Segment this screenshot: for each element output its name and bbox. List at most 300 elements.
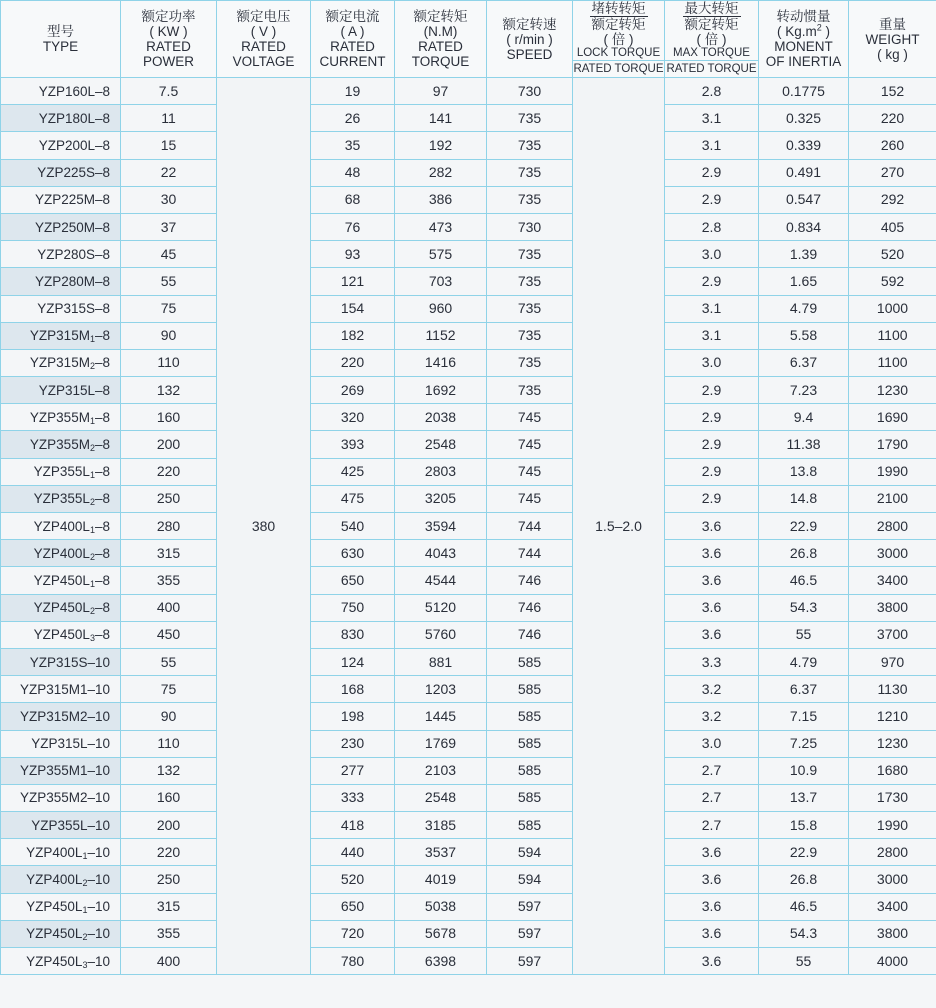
cell-weight: 4000 [849, 948, 936, 975]
cell-weight: 1210 [849, 703, 936, 730]
header-inertia: 转动惯量 ( $Kg.m^2$ ) MONENT OF INERTIA [759, 1, 849, 78]
cell-max-torque: 3.1 [665, 105, 759, 132]
cell-torque: 703 [395, 268, 487, 295]
cell-torque: 5760 [395, 621, 487, 648]
table-row [1, 540, 936, 567]
cell-max-torque: 3.2 [665, 676, 759, 703]
cell-torque: 2548 [395, 431, 487, 458]
cell-type: YZP225S–8 [1, 159, 121, 186]
cell-current: 720 [311, 920, 395, 947]
cell-power: 160 [121, 404, 217, 431]
cell-weight: 405 [849, 213, 936, 240]
cell-max-torque: 2.9 [665, 431, 759, 458]
cell-type: $YZP355M_1-8$ [1, 404, 121, 431]
cell-weight: 220 [849, 105, 936, 132]
cell-current: 277 [311, 757, 395, 784]
cell-speed: 744 [487, 540, 573, 567]
cell-power: 30 [121, 186, 217, 213]
table-row [1, 948, 936, 975]
cell-power: 37 [121, 213, 217, 240]
cell-torque: 386 [395, 186, 487, 213]
cell-speed: 730 [487, 78, 573, 105]
cell-current: 121 [311, 268, 395, 295]
cell-torque: 4544 [395, 567, 487, 594]
cell-current: 830 [311, 621, 395, 648]
cell-torque: 960 [395, 295, 487, 322]
table-row [1, 621, 936, 648]
cell-speed: 735 [487, 105, 573, 132]
table-row [1, 241, 936, 268]
cell-inertia: 0.491 [759, 159, 849, 186]
cell-torque: 5120 [395, 594, 487, 621]
table-row [1, 349, 936, 376]
table-row [1, 784, 936, 811]
cell-inertia: 22.9 [759, 513, 849, 540]
header-max-torque-denominator: RATED TORQUE [665, 61, 759, 78]
cell-torque: 1152 [395, 322, 487, 349]
cell-inertia: 13.8 [759, 458, 849, 485]
cell-inertia: 54.3 [759, 594, 849, 621]
cell-torque: 4019 [395, 866, 487, 893]
cell-type: YZP315M2–10 [1, 703, 121, 730]
cell-type: YZP315S–8 [1, 295, 121, 322]
cell-power: 200 [121, 431, 217, 458]
cell-type: YZP200L–8 [1, 132, 121, 159]
header-lock-torque-denominator: RATED TORQUE [573, 61, 665, 78]
cell-type: YZP180L–8 [1, 105, 121, 132]
cell-power: 22 [121, 159, 217, 186]
cell-power: 15 [121, 132, 217, 159]
cell-weight: 1730 [849, 784, 936, 811]
cell-inertia: 5.58 [759, 322, 849, 349]
cell-current: 230 [311, 730, 395, 757]
cell-max-torque: 3.6 [665, 540, 759, 567]
cell-type: YZP225M–8 [1, 186, 121, 213]
cell-max-torque: 3.6 [665, 893, 759, 920]
cell-torque: 1445 [395, 703, 487, 730]
cell-speed: 585 [487, 730, 573, 757]
cell-speed: 745 [487, 485, 573, 512]
cell-current: 520 [311, 866, 395, 893]
cell-current: 393 [311, 431, 395, 458]
cell-speed: 746 [487, 594, 573, 621]
cell-type: $YZP450L_3-10$ [1, 948, 121, 975]
header-row-top [1, 1, 936, 61]
cell-type: $YZP315M_2-8$ [1, 349, 121, 376]
cell-type: YZP315L–10 [1, 730, 121, 757]
cell-max-torque: 3.6 [665, 948, 759, 975]
cell-max-torque: 3.6 [665, 513, 759, 540]
cell-current: 650 [311, 567, 395, 594]
cell-current: 168 [311, 676, 395, 703]
cell-max-torque: 2.9 [665, 377, 759, 404]
cell-type: $YZP450L_2-10$ [1, 920, 121, 947]
table-row [1, 105, 936, 132]
cell-weight: 970 [849, 648, 936, 675]
cell-speed: 597 [487, 893, 573, 920]
cell-speed: 745 [487, 458, 573, 485]
cell-weight: 2800 [849, 513, 936, 540]
cell-inertia: 6.37 [759, 349, 849, 376]
cell-weight: 260 [849, 132, 936, 159]
cell-max-torque: 2.9 [665, 186, 759, 213]
cell-torque: 3205 [395, 485, 487, 512]
cell-type: $YZP355M_2-8$ [1, 431, 121, 458]
table-row [1, 485, 936, 512]
cell-current: 198 [311, 703, 395, 730]
table-row [1, 757, 936, 784]
cell-current: 182 [311, 322, 395, 349]
cell-current: 780 [311, 948, 395, 975]
cell-speed: 746 [487, 567, 573, 594]
header-torque: 额定转矩 (N.M) RATED TORQUE [395, 1, 487, 78]
cell-inertia: 55 [759, 948, 849, 975]
table-row [1, 431, 936, 458]
cell-inertia: 0.1775 [759, 78, 849, 105]
cell-current: 124 [311, 648, 395, 675]
cell-speed: 594 [487, 839, 573, 866]
cell-speed: 735 [487, 186, 573, 213]
cell-max-torque: 3.2 [665, 703, 759, 730]
cell-speed: 730 [487, 213, 573, 240]
cell-torque: 2803 [395, 458, 487, 485]
cell-torque: 3594 [395, 513, 487, 540]
cell-current: 320 [311, 404, 395, 431]
cell-weight: 292 [849, 186, 936, 213]
cell-weight: 3000 [849, 540, 936, 567]
table-row [1, 186, 936, 213]
cell-current: 35 [311, 132, 395, 159]
cell-torque: 97 [395, 78, 487, 105]
cell-max-torque: 2.9 [665, 159, 759, 186]
cell-power: 90 [121, 703, 217, 730]
cell-inertia: 9.4 [759, 404, 849, 431]
cell-type: YZP355M2–10 [1, 784, 121, 811]
cell-power: 75 [121, 676, 217, 703]
cell-torque: 1416 [395, 349, 487, 376]
cell-inertia: 15.8 [759, 812, 849, 839]
cell-torque: 282 [395, 159, 487, 186]
cell-max-torque: 2.7 [665, 812, 759, 839]
cell-max-torque: 3.3 [665, 648, 759, 675]
cell-max-torque: 3.6 [665, 920, 759, 947]
cell-inertia: 0.339 [759, 132, 849, 159]
cell-weight: 270 [849, 159, 936, 186]
cell-speed: 585 [487, 812, 573, 839]
cell-max-torque: 3.1 [665, 295, 759, 322]
table-row [1, 839, 936, 866]
cell-speed: 735 [487, 132, 573, 159]
table-row [1, 920, 936, 947]
cell-power: 55 [121, 268, 217, 295]
cell-max-torque: 2.9 [665, 404, 759, 431]
table-row [1, 594, 936, 621]
cell-max-torque: 2.8 [665, 78, 759, 105]
cell-inertia: 0.325 [759, 105, 849, 132]
cell-current: 48 [311, 159, 395, 186]
cell-inertia: 7.15 [759, 703, 849, 730]
cell-speed: 735 [487, 349, 573, 376]
cell-type: $YZP355L_1-8$ [1, 458, 121, 485]
cell-max-torque: 3.6 [665, 594, 759, 621]
cell-type: YZP160L–8 [1, 78, 121, 105]
table-row [1, 730, 936, 757]
cell-weight: 1000 [849, 295, 936, 322]
cell-current: 418 [311, 812, 395, 839]
table-body [1, 78, 936, 975]
cell-speed: 746 [487, 621, 573, 648]
cell-current: 269 [311, 377, 395, 404]
cell-torque: 192 [395, 132, 487, 159]
cell-speed: 744 [487, 513, 573, 540]
cell-weight: 1990 [849, 458, 936, 485]
cell-weight: 1690 [849, 404, 936, 431]
table-row [1, 893, 936, 920]
cell-inertia: 54.3 [759, 920, 849, 947]
cell-speed: 585 [487, 784, 573, 811]
table-row [1, 268, 936, 295]
cell-type: YZP280S–8 [1, 241, 121, 268]
cell-max-torque: 3.0 [665, 241, 759, 268]
cell-inertia: 22.9 [759, 839, 849, 866]
cell-torque: 881 [395, 648, 487, 675]
cell-type: YZP315L–8 [1, 377, 121, 404]
cell-power: 315 [121, 893, 217, 920]
table-row [1, 567, 936, 594]
cell-weight: 1990 [849, 812, 936, 839]
cell-torque: 6398 [395, 948, 487, 975]
cell-max-torque: 3.6 [665, 839, 759, 866]
cell-current: 19 [311, 78, 395, 105]
cell-torque: 2103 [395, 757, 487, 784]
table-row [1, 322, 936, 349]
cell-power: 280 [121, 513, 217, 540]
cell-power: 75 [121, 295, 217, 322]
table-row [1, 159, 936, 186]
cell-torque: 1203 [395, 676, 487, 703]
cell-power: 110 [121, 349, 217, 376]
cell-weight: 1230 [849, 377, 936, 404]
cell-torque: 3185 [395, 812, 487, 839]
cell-torque: 3537 [395, 839, 487, 866]
cell-max-torque: 3.1 [665, 322, 759, 349]
cell-power: 220 [121, 839, 217, 866]
cell-type: YZP315M1–10 [1, 676, 121, 703]
cell-current: 68 [311, 186, 395, 213]
cell-torque: 5038 [395, 893, 487, 920]
cell-torque: 141 [395, 105, 487, 132]
table-row [1, 513, 936, 540]
cell-power: 110 [121, 730, 217, 757]
cell-power: 400 [121, 948, 217, 975]
cell-speed: 745 [487, 404, 573, 431]
cell-weight: 3400 [849, 893, 936, 920]
cell-inertia: 55 [759, 621, 849, 648]
cell-inertia: 7.25 [759, 730, 849, 757]
cell-torque: 473 [395, 213, 487, 240]
cell-current: 540 [311, 513, 395, 540]
cell-torque: 2038 [395, 404, 487, 431]
cell-inertia: 26.8 [759, 540, 849, 567]
cell-max-torque: 3.6 [665, 567, 759, 594]
cell-current: 154 [311, 295, 395, 322]
header-weight: 重量 WEIGHT ( kg ) [849, 1, 936, 78]
cell-power: 355 [121, 920, 217, 947]
cell-type: $YZP400L_2-8$ [1, 540, 121, 567]
cell-max-torque: 2.7 [665, 757, 759, 784]
cell-inertia: 0.834 [759, 213, 849, 240]
cell-inertia: 14.8 [759, 485, 849, 512]
cell-inertia: 0.547 [759, 186, 849, 213]
table-row [1, 213, 936, 240]
cell-power: 7.5 [121, 78, 217, 105]
cell-inertia: 4.79 [759, 648, 849, 675]
cell-weight: 592 [849, 268, 936, 295]
cell-torque: 1769 [395, 730, 487, 757]
cell-current: 630 [311, 540, 395, 567]
cell-power: 45 [121, 241, 217, 268]
cell-max-torque: 2.9 [665, 485, 759, 512]
cell-speed: 735 [487, 159, 573, 186]
cell-inertia: 6.37 [759, 676, 849, 703]
cell-speed: 585 [487, 648, 573, 675]
cell-current: 76 [311, 213, 395, 240]
cell-power: 355 [121, 567, 217, 594]
cell-weight: 152 [849, 78, 936, 105]
cell-inertia: 1.65 [759, 268, 849, 295]
cell-speed: 735 [487, 241, 573, 268]
cell-speed: 735 [487, 268, 573, 295]
cell-weight: 2100 [849, 485, 936, 512]
header-max-torque: 最大转矩 额定转矩 ( 倍 ) MAX TORQUE [665, 1, 759, 61]
cell-max-torque: 3.0 [665, 349, 759, 376]
cell-inertia: 26.8 [759, 866, 849, 893]
cell-inertia: 46.5 [759, 567, 849, 594]
cell-type: $YZP450L_2-8$ [1, 594, 121, 621]
cell-current: 220 [311, 349, 395, 376]
cell-speed: 585 [487, 757, 573, 784]
cell-torque: 575 [395, 241, 487, 268]
header-speed: 额定转速 ( r/min ) SPEED [487, 1, 573, 78]
cell-weight: 1230 [849, 730, 936, 757]
cell-type: $YZP355L_2-8$ [1, 485, 121, 512]
cell-inertia: 1.39 [759, 241, 849, 268]
cell-max-torque: 2.9 [665, 458, 759, 485]
cell-power: 160 [121, 784, 217, 811]
cell-power: 250 [121, 866, 217, 893]
table-row [1, 78, 936, 105]
header-voltage: 额定电压 ( V ) RATED VOLTAGE [217, 1, 311, 78]
cell-weight: 2800 [849, 839, 936, 866]
cell-speed: 597 [487, 948, 573, 975]
cell-type: $YZP450L_3-8$ [1, 621, 121, 648]
table-row [1, 866, 936, 893]
table-row [1, 648, 936, 675]
cell-max-torque: 3.6 [665, 621, 759, 648]
cell-type: YZP355M1–10 [1, 757, 121, 784]
cell-power: 400 [121, 594, 217, 621]
cell-inertia: 10.9 [759, 757, 849, 784]
table-row [1, 812, 936, 839]
cell-power: 132 [121, 377, 217, 404]
cell-torque: 4043 [395, 540, 487, 567]
header-type: 型号 TYPE [1, 1, 121, 78]
cell-weight: 3000 [849, 866, 936, 893]
cell-current: 650 [311, 893, 395, 920]
cell-max-torque: 2.8 [665, 213, 759, 240]
table-row [1, 404, 936, 431]
cell-weight: 3400 [849, 567, 936, 594]
cell-current: 440 [311, 839, 395, 866]
cell-torque: 1692 [395, 377, 487, 404]
cell-max-torque: 3.6 [665, 866, 759, 893]
cell-max-torque: 2.7 [665, 784, 759, 811]
cell-type: $YZP400L_2-10$ [1, 866, 121, 893]
cell-speed: 735 [487, 377, 573, 404]
cell-inertia: 4.79 [759, 295, 849, 322]
cell-weight: 3800 [849, 920, 936, 947]
cell-current: 750 [311, 594, 395, 621]
cell-inertia: 7.23 [759, 377, 849, 404]
cell-power: 90 [121, 322, 217, 349]
header-lock-torque: 堵转转矩 额定转矩 ( 倍 ) LOCK TORQUE [573, 1, 665, 61]
table-row [1, 295, 936, 322]
cell-max-torque: 3.0 [665, 730, 759, 757]
cell-type: $YZP400L_1-10$ [1, 839, 121, 866]
cell-speed: 597 [487, 920, 573, 947]
cell-weight: 3800 [849, 594, 936, 621]
cell-current: 425 [311, 458, 395, 485]
cell-type: $YZP400L_1-8$ [1, 513, 121, 540]
cell-weight: 1100 [849, 322, 936, 349]
cell-speed: 585 [487, 703, 573, 730]
cell-type: YZP355L–10 [1, 812, 121, 839]
cell-power: 315 [121, 540, 217, 567]
table-row [1, 377, 936, 404]
cell-speed: 745 [487, 431, 573, 458]
cell-weight: 1680 [849, 757, 936, 784]
cell-inertia: 13.7 [759, 784, 849, 811]
cell-inertia: 46.5 [759, 893, 849, 920]
cell-weight: 3700 [849, 621, 936, 648]
cell-type: YZP280M–8 [1, 268, 121, 295]
cell-type: $YZP315M_1-8$ [1, 322, 121, 349]
cell-current: 475 [311, 485, 395, 512]
cell-type: YZP315S–10 [1, 648, 121, 675]
table-row [1, 703, 936, 730]
cell-power: 250 [121, 485, 217, 512]
cell-power: 220 [121, 458, 217, 485]
cell-speed: 594 [487, 866, 573, 893]
cell-torque: 2548 [395, 784, 487, 811]
header-power: 额定功率 ( KW ) RATED POWER [121, 1, 217, 78]
cell-inertia: 11.38 [759, 431, 849, 458]
cell-power: 132 [121, 757, 217, 784]
cell-max-torque: 2.9 [665, 268, 759, 295]
cell-power: 55 [121, 648, 217, 675]
cell-power: 11 [121, 105, 217, 132]
cell-type: $YZP450L_1-8$ [1, 567, 121, 594]
cell-speed: 735 [487, 322, 573, 349]
cell-current: 333 [311, 784, 395, 811]
table-row [1, 132, 936, 159]
cell-lock-torque-merged: 1.5–2.0 [573, 78, 665, 975]
cell-weight: 1130 [849, 676, 936, 703]
cell-speed: 585 [487, 676, 573, 703]
table-row [1, 458, 936, 485]
cell-max-torque: 3.1 [665, 132, 759, 159]
cell-power: 200 [121, 812, 217, 839]
